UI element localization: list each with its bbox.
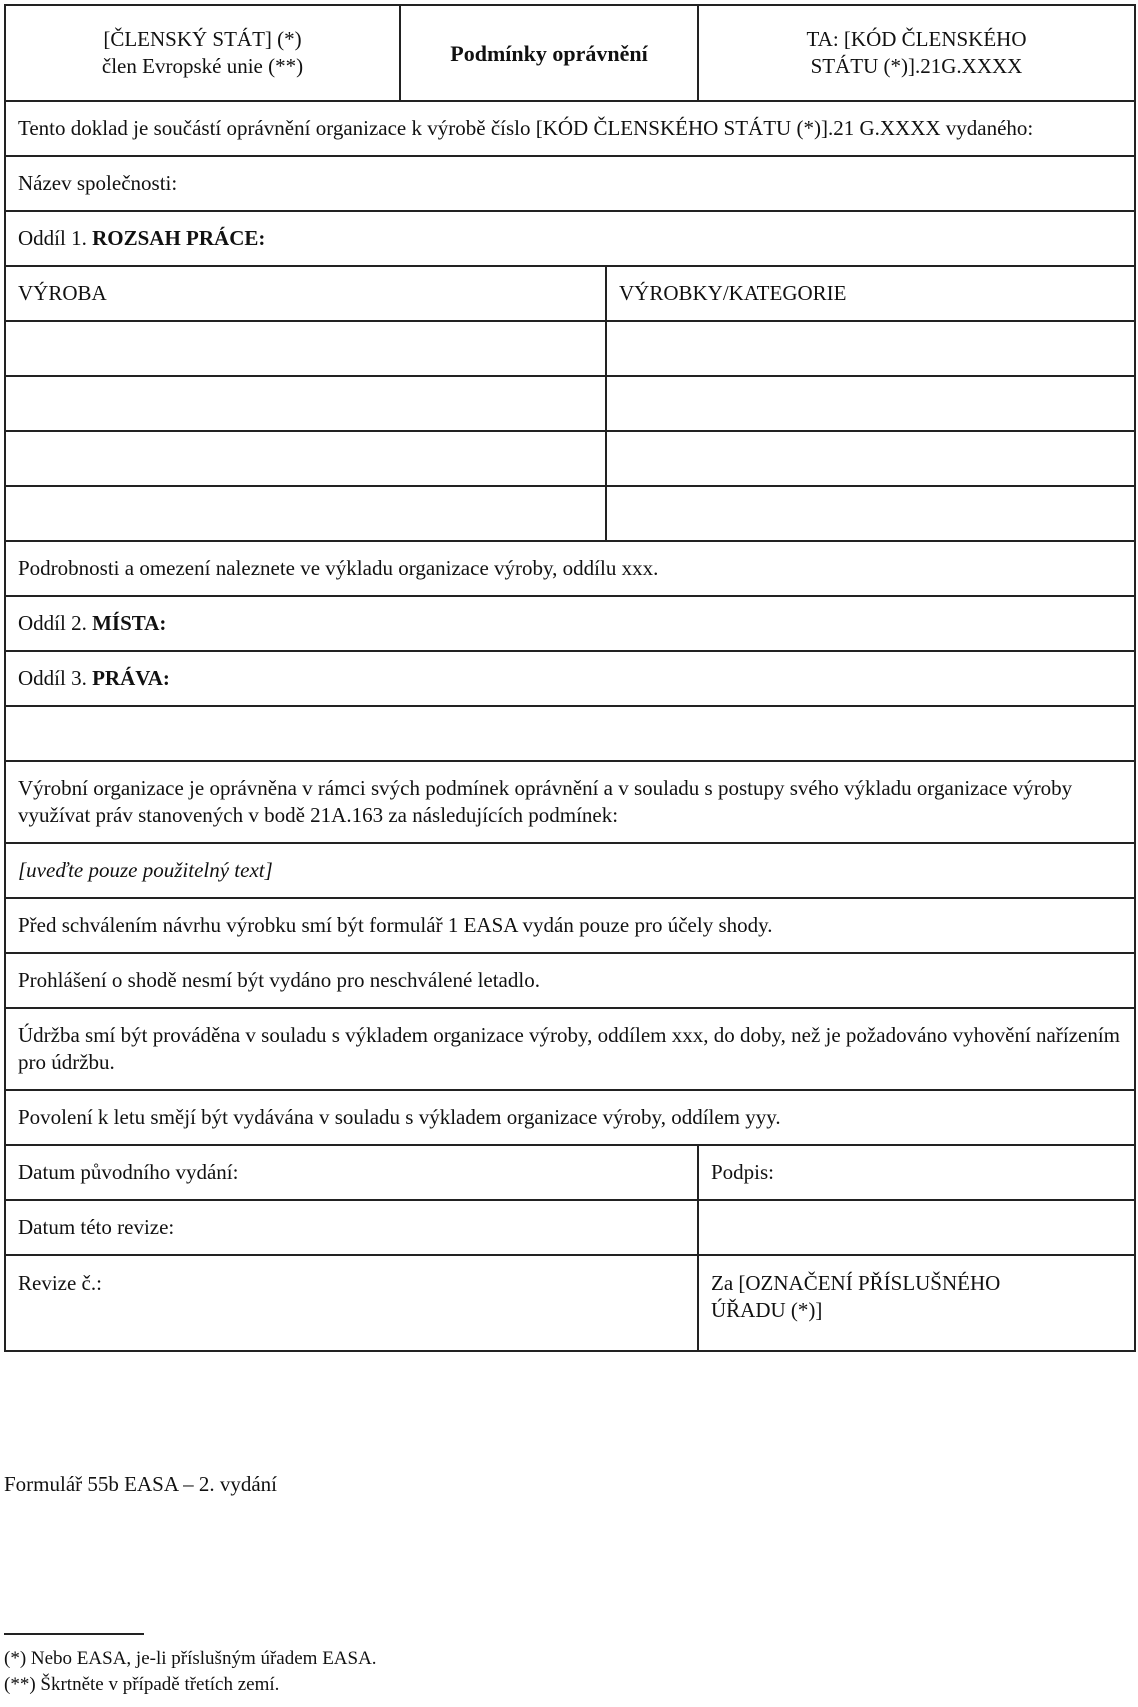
section3-blank-row [5,706,1135,761]
scope-header-row [5,266,1135,321]
footnote: (**) Škrtněte v případě třetích zemí. [4,1674,280,1695]
scope-cell-production[interactable] [5,321,606,376]
header-member-state: [ČLENSKÝ STÁT] (*) člen Evropské unie (**) [5,5,400,101]
form-identifier: Formulář 55b EASA – 2. vydání [4,1472,277,1496]
issue-date-field[interactable]: Datum původního vydání: [5,1145,698,1200]
scope-cell-products[interactable] [606,321,1135,376]
right-item: Před schválením návrhu výrobku smí být formulář 1 EASA vydán pouze pro účely shody. [5,898,1135,953]
section2-row [5,596,1135,651]
sign-row-2 [5,1200,1135,1255]
right-row [5,1090,1135,1145]
right-item: Údržba smí být prováděna v souladu s výkladem organizace výroby, oddílem xxx, do doby, než je požadováno vyhovění nařízením pro údržbu. [5,1008,1135,1090]
scope-cell-production[interactable] [5,486,606,541]
scope-col-production: VÝROBA [5,266,606,321]
scope-cell-products[interactable] [606,376,1135,431]
sign-row-3 [5,1255,1135,1351]
scope-note-row [5,541,1135,596]
scope-blank-row [5,486,1135,541]
header-row [5,5,1135,101]
rights-intro: Výrobní organizace je oprávněna v rámci svých podmínek oprávnění a v souladu s postupy svého výkladu organizace výroby využívat práv stanovených v bodě 21A.163 za následujících podmínek: [5,761,1135,843]
revision-date-field[interactable]: Datum této revize: [5,1200,698,1255]
scope-blank-row [5,376,1135,431]
form-page [4,4,1134,1352]
section3-blank-cell[interactable] [5,706,1135,761]
right-row [5,1008,1135,1090]
scope-col-products: VÝROBKY/KATEGORIE [606,266,1135,321]
signature-blank-cell[interactable] [698,1200,1135,1255]
scope-blank-row [5,431,1135,486]
right-row [5,898,1135,953]
intro-text: Tento doklad je součástí oprávnění organizace k výrobě číslo [KÓD ČLENSKÉHO STÁTU (*)].21 G.XXXX vydaného: [5,101,1135,156]
right-item: Povolení k letu smějí být vydávána v souladu s výkladem organizace výroby, oddílem yyy. [5,1090,1135,1145]
right-row [5,953,1135,1008]
instruction-row [5,843,1135,898]
right-item: Prohlášení o shodě nesmí být vydáno pro neschválené letadlo. [5,953,1135,1008]
section2-heading: Oddíl 2. MÍSTA: [5,596,1135,651]
scope-cell-products[interactable] [606,431,1135,486]
company-name-field[interactable]: Název společnosti: [5,156,1135,211]
company-row [5,156,1135,211]
revision-number-field[interactable]: Revize č.: [5,1255,698,1351]
scope-cell-production[interactable] [5,431,606,486]
footnote: (*) Nebo EASA, je-li příslušným úřadem EASA. [4,1648,377,1669]
footnote-divider [4,1633,144,1635]
section3-row [5,651,1135,706]
scope-note: Podrobnosti a omezení naleznete ve výkladu organizace výroby, oddílu xxx. [5,541,1135,596]
section1-row [5,211,1135,266]
sign-row-1 [5,1145,1135,1200]
scope-cell-production[interactable] [5,376,606,431]
section1-heading: Oddíl 1. ROZSAH PRÁCE: [5,211,1135,266]
rights-intro-row [5,761,1135,843]
scope-blank-row [5,321,1135,376]
conditions-form [4,4,1136,1352]
scope-cell-products[interactable] [606,486,1135,541]
header-approval-ref: TA: [KÓD ČLENSKÉHO STÁTU (*)].21G.XXXX [698,5,1135,101]
section3-heading: Oddíl 3. PRÁVA: [5,651,1135,706]
header-title: Podmínky oprávnění [400,5,698,101]
authority-field: Za [OZNAČENÍ PŘÍSLUŠNÉHO ÚŘADU (*)] [698,1255,1135,1351]
signature-field[interactable]: Podpis: [698,1145,1135,1200]
instruction-text: [uveďte pouze použitelný text] [5,843,1135,898]
intro-row [5,101,1135,156]
